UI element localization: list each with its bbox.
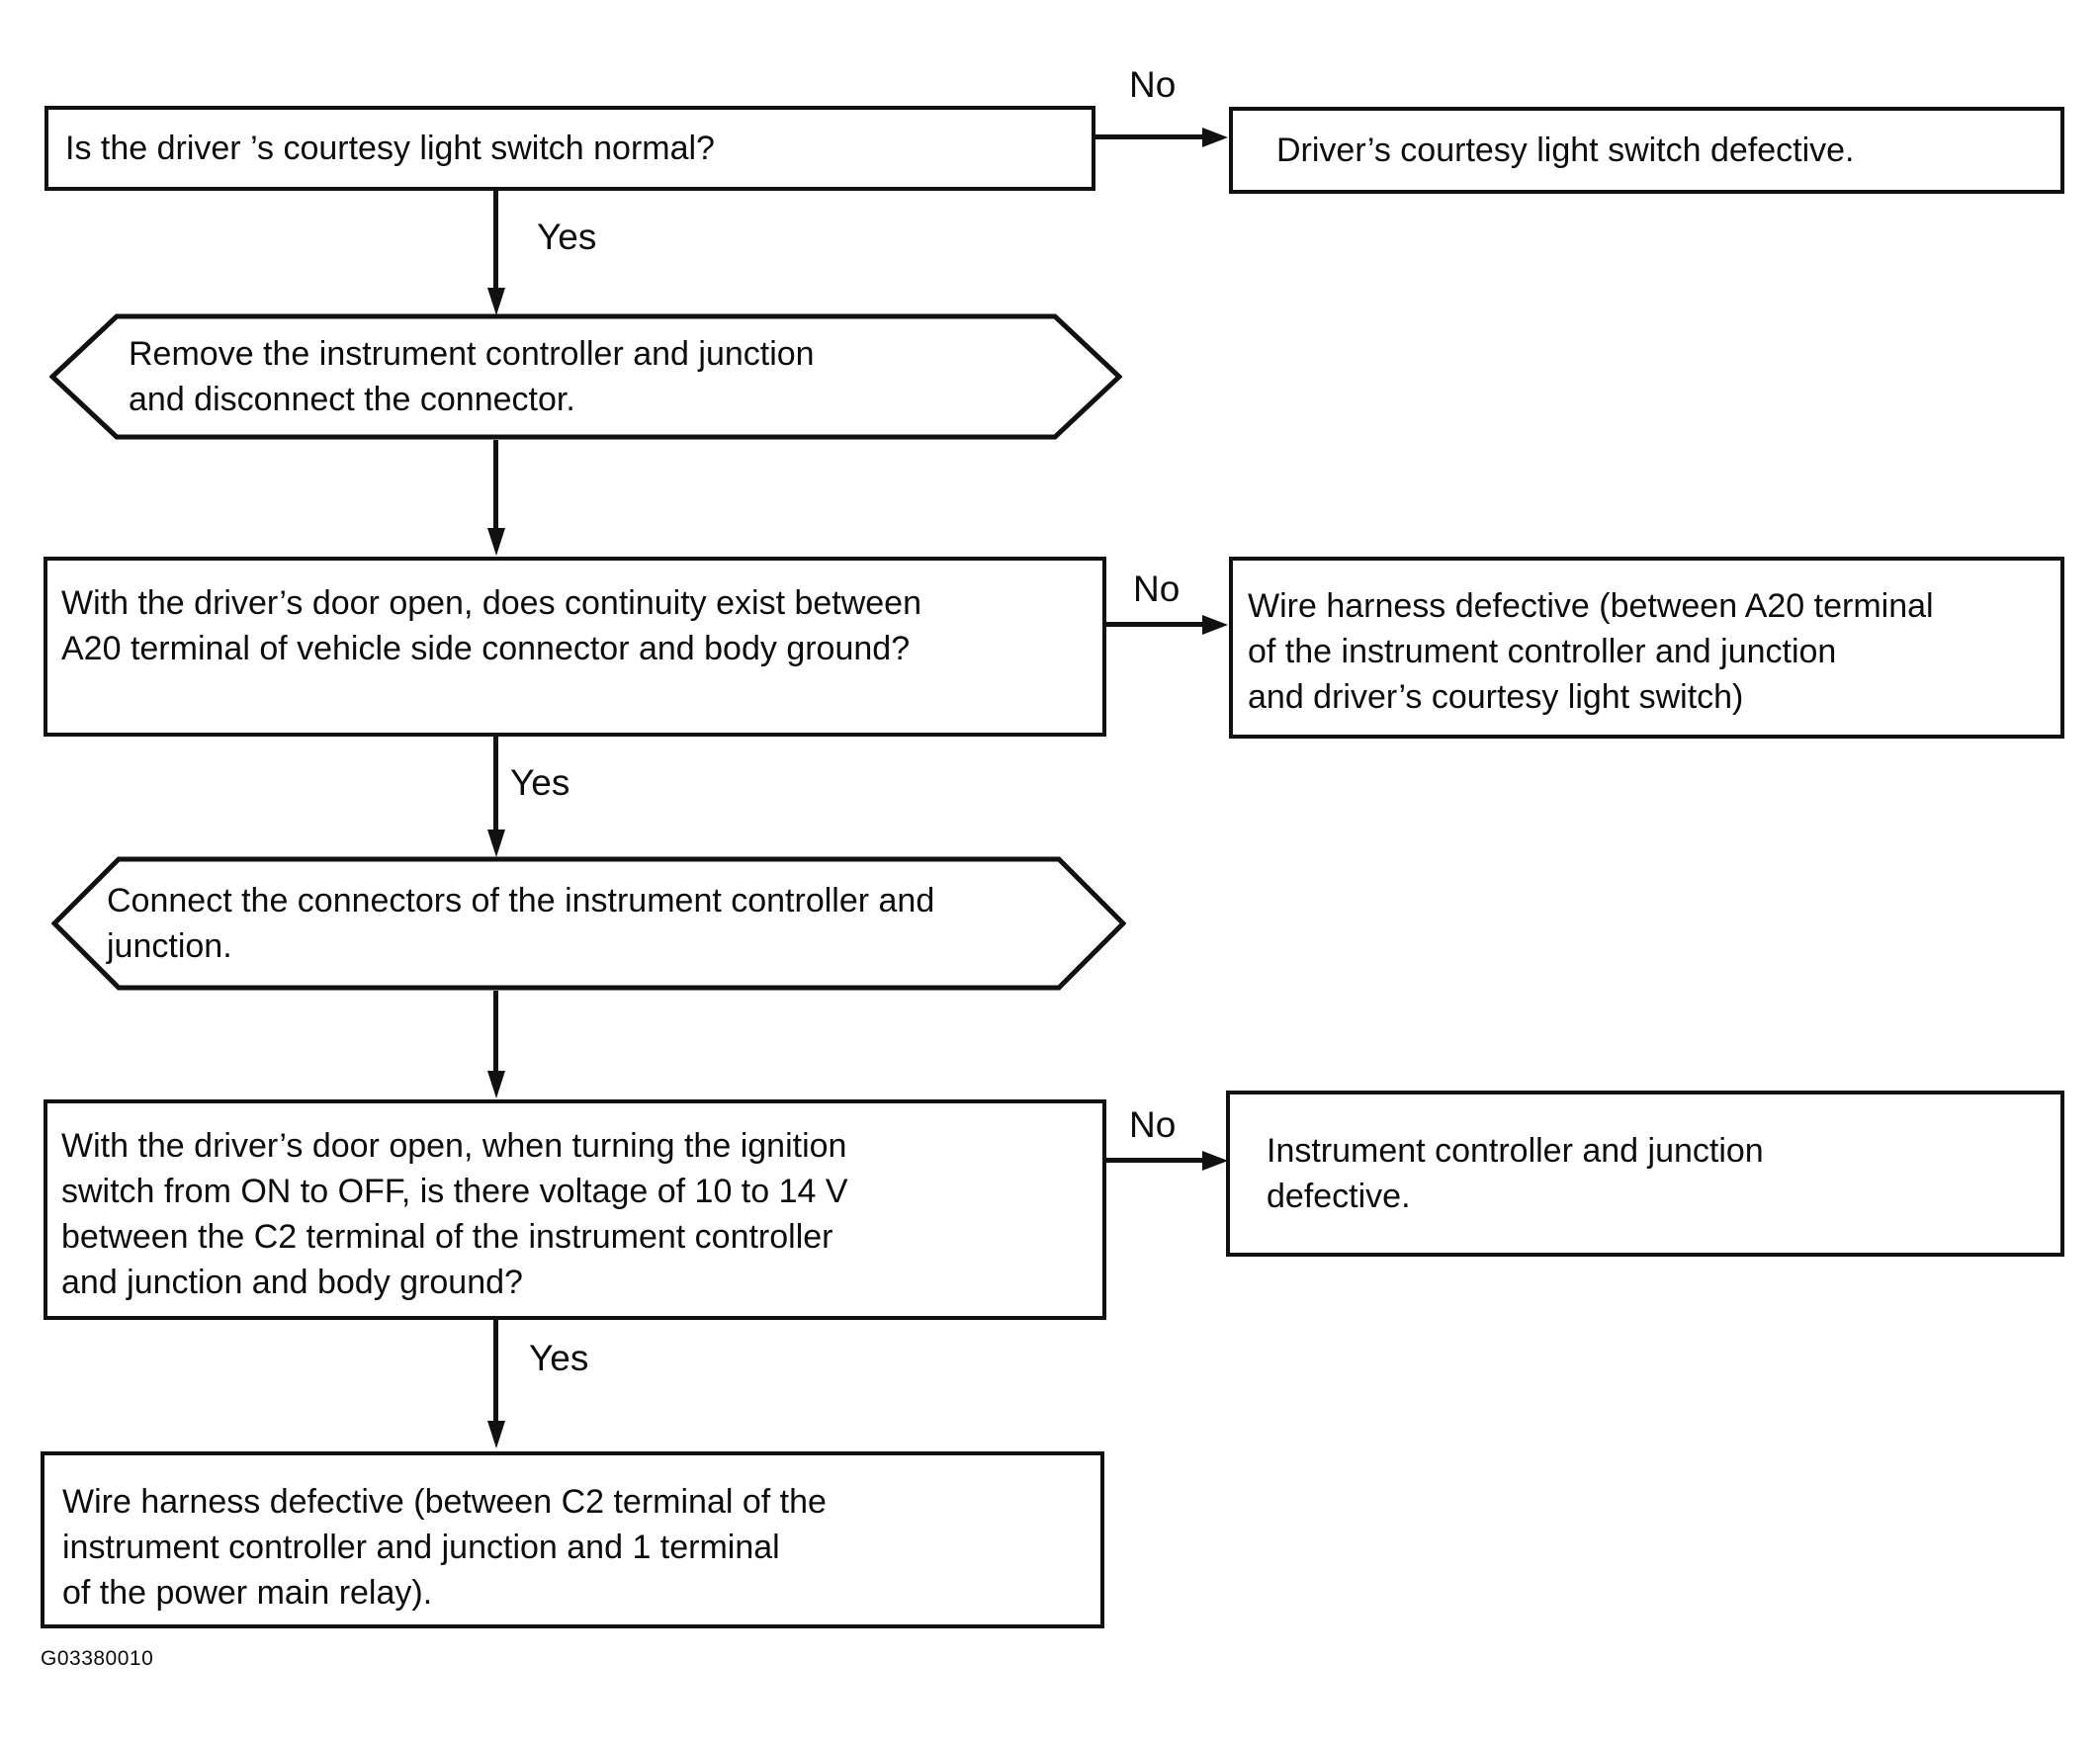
- result-wire-harness-a20-line-1: Wire harness defective (between A20 terminal: [1248, 587, 1934, 625]
- question-voltage-box: [44, 1099, 1106, 1320]
- process-connect-line-2: junction.: [107, 927, 232, 965]
- result-wire-harness-c2-line-2: instrument controller and junction and 1 terminal: [62, 1529, 780, 1566]
- process-remove-controller-hexagon: [49, 313, 1122, 440]
- arrow-no-2: [1106, 622, 1203, 627]
- result-wire-harness-a20-line-3: and driver’s courtesy light switch): [1248, 678, 1744, 716]
- question-continuity-line-1: With the driver’s door open, does continuity exist between: [61, 584, 922, 622]
- process-connect-line-1: Connect the connectors of the instrument controller and: [107, 882, 935, 919]
- question-voltage-line-3: between the C2 terminal of the instrument controller: [61, 1218, 833, 1256]
- result-wire-harness-c2-box: [41, 1451, 1104, 1628]
- question-voltage-line-2: switch from ON to OFF, is there voltage of 10 to 14 V: [61, 1173, 848, 1210]
- result-controller-defective-box: [1226, 1091, 2064, 1257]
- question-voltage-line-1: With the driver’s door open, when turning the ignition: [61, 1127, 847, 1165]
- question-courtesy-switch-box: [44, 106, 1095, 191]
- process-remove-line-1: Remove the instrument controller and junction: [129, 335, 815, 373]
- result-wire-harness-c2-line-1: Wire harness defective (between C2 terminal of the: [62, 1483, 827, 1521]
- yes-label-3: Yes: [529, 1338, 589, 1378]
- question-continuity-box: [44, 557, 1106, 737]
- result-wire-harness-a20-line-2: of the instrument controller and junction: [1248, 633, 1837, 670]
- result-controller-defective-line-1: Instrument controller and junction: [1267, 1132, 1764, 1170]
- arrow-yes-2: [493, 737, 498, 831]
- yes-label-2: Yes: [510, 762, 570, 803]
- no-label-3: No: [1129, 1104, 1177, 1145]
- no-label-1: No: [1129, 64, 1177, 105]
- figure-code: G03380010: [41, 1647, 154, 1670]
- result-wire-harness-c2-line-3: of the power main relay).: [62, 1574, 433, 1612]
- arrow-no-3: [1106, 1158, 1203, 1163]
- question-continuity-line-2: A20 terminal of vehicle side connector and body ground?: [61, 630, 911, 667]
- question-courtesy-switch-text: Is the driver ’s courtesy light switch normal?: [65, 130, 715, 167]
- arrow-hex2-to-q3: [493, 991, 498, 1072]
- result-controller-defective-line-2: defective.: [1267, 1178, 1411, 1215]
- process-connect-connectors-hexagon: [51, 856, 1126, 991]
- result-wire-harness-a20-box: [1229, 557, 2064, 739]
- arrow-no-1: [1095, 134, 1203, 139]
- result-switch-defective-box: [1229, 107, 2064, 194]
- arrow-yes-1: [493, 191, 498, 289]
- result-switch-defective-text: Driver’s courtesy light switch defective.: [1276, 131, 1855, 169]
- no-label-2: No: [1133, 569, 1181, 609]
- yes-label-1: Yes: [537, 217, 597, 257]
- arrow-yes-3: [493, 1320, 498, 1422]
- arrow-hex1-to-q2: [493, 440, 498, 529]
- question-voltage-line-4: and junction and body ground?: [61, 1264, 523, 1301]
- process-remove-line-2: and disconnect the connector.: [129, 381, 575, 418]
